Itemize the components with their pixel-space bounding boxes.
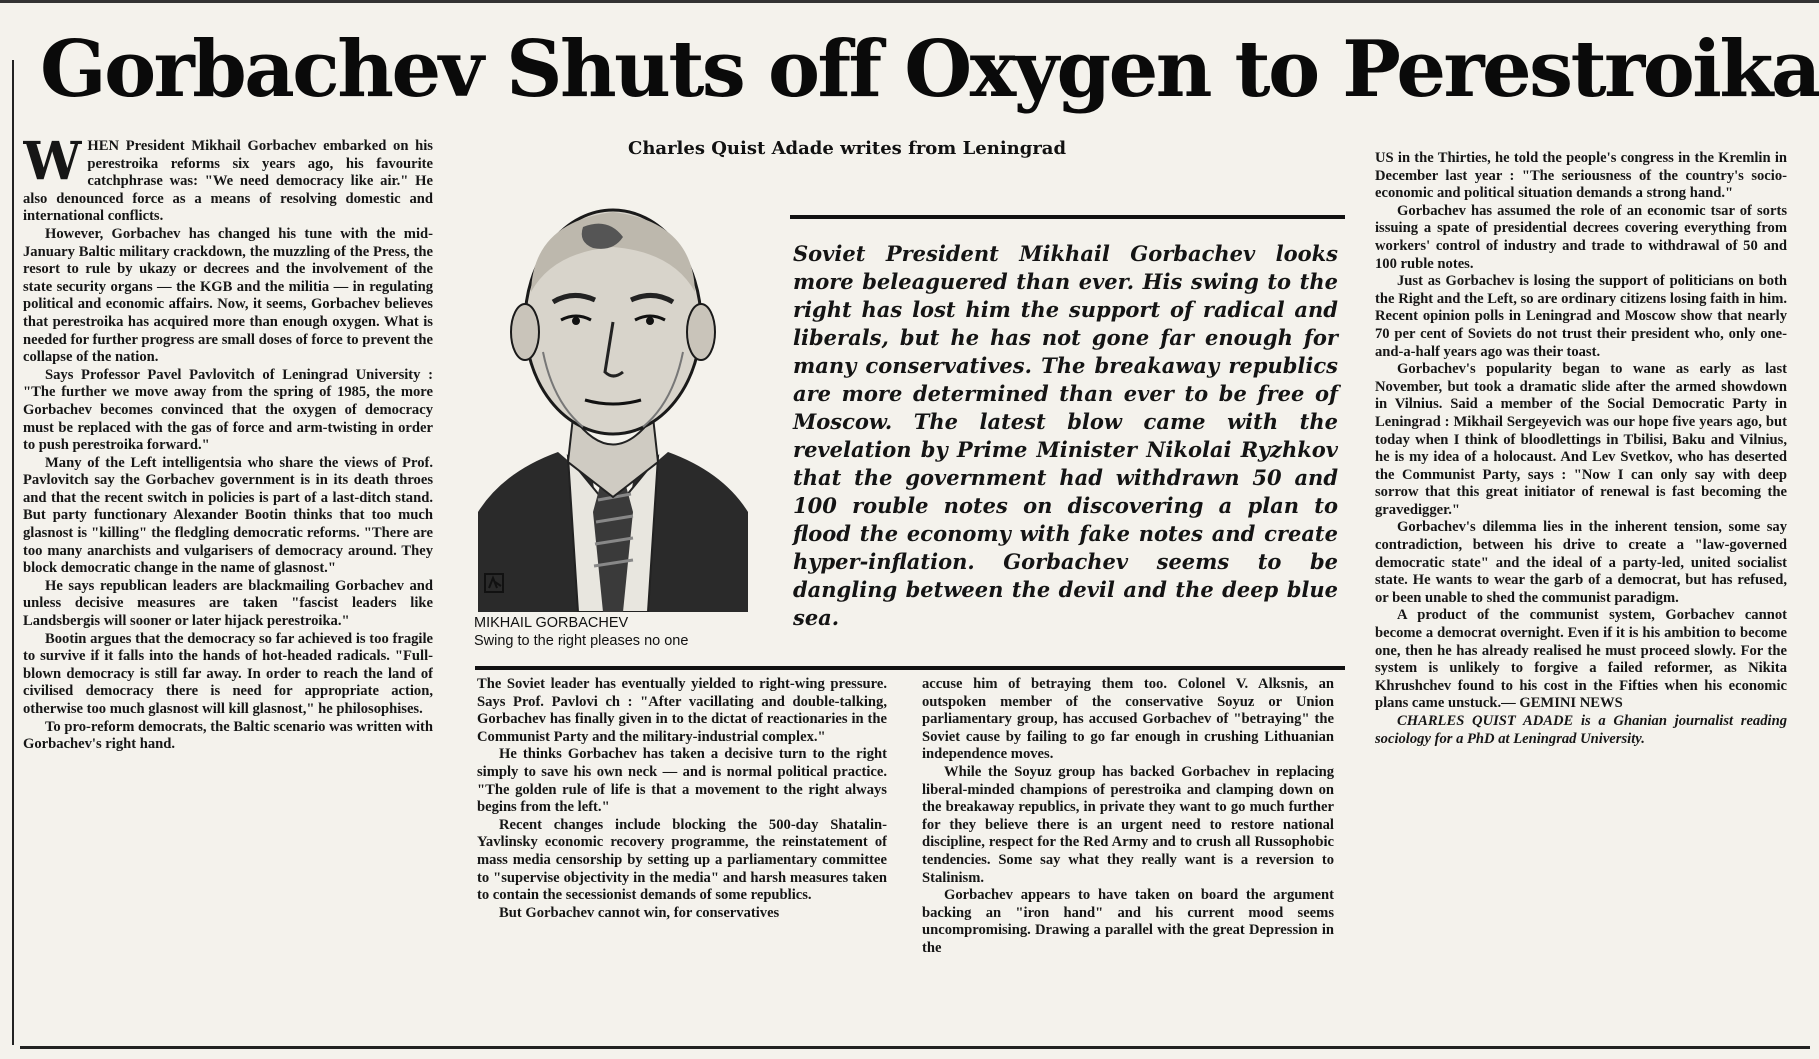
paragraph: Bootin argues that the democracy so far achieved is too fragile to survive if it falls into the hands of hot-headed radicals. "Full-blown democracy is still far away. In order to reach the land of civilised democracy there is need for appropriate action, otherwise too much glasnost will kill glasnost," he philosophises. (23, 630, 433, 717)
top-rule (0, 0, 1819, 3)
article-column-4 (1375, 150, 1787, 1045)
article-column-3 (922, 676, 1334, 1046)
headline: Gorbachev Shuts off Oxygen to Perestroika (40, 24, 1819, 115)
paragraph: He says republican leaders are blackmailing Gorbachev and unless decisive measures are taken "fascist leaders like Landsbergis will sooner or later hijack perestroika." (23, 577, 433, 630)
paragraph: The Soviet leader has eventually yielded to right-wing pressure. Says Prof. Pavlovi ch : "After vacillating and double-talking, Gorbachev has finally given in to the dictat of reactionaries in the Communist Party and the military-industrial complex." (477, 676, 887, 745)
paragraph: Gorbachev's popularity began to wane as early as last November, but took a dramatic slide after the armed showdown in Vilnius. Said a member of the Social Democratic Party in Leningrad : Mikhail Sergeyevich was our hope five years ago, but today when I think of bloodlettings in Tbilisi, Baku and Vilnius, he is my idea of a holocaust. And Lev Svetkov, who has deserted the Communist Party, says : "Now I can only say with deep sorrow that this great initiator of renewal is fast becoming the gravedigger." (1375, 361, 1787, 518)
article-column-2 (477, 676, 887, 1046)
photo-caption-name: MIKHAIL GORBACHEV (474, 615, 629, 631)
drop-cap: W (23, 138, 82, 192)
standfirst-top-rule (790, 215, 1345, 219)
paragraph: He thinks Gorbachev has taken a decisive turn to the right simply to save his own neck — and is normal political practice. "The golden rule of life is that a movement to the right always begins from the left." (477, 746, 887, 816)
paragraph: Gorbachev's dilemma lies in the inherent tension, some say contradiction, between his drive to create a "law-governed democratic state" and the ideal of a party-led, united socialist state. He wants to wear the garb of a democrat, but has refused, or been unable to shed the communist paradigm. (1375, 519, 1787, 606)
standfirst (793, 240, 1338, 640)
paragraph: Many of the Left intelligentsia who share the views of Prof. Pavlovitch say the Gorbachev government is in its death throes and that the recent switch in policies is part of a last-ditch stand. But party functionary Alexander Bootin thinks that too much glasnost is "killing" the fledgling democratic reforms. "There are too many anarchists and vulgarisers of democracy around. They block democratic change in the name of glasnost." (23, 454, 433, 577)
paragraph-text: HEN President Mikhail Gorbachev embarked on his perestroika reforms six years ago, his favourite catchphrase was: "We need democracy like air." He also denounced force as a means of resolving domestic and international conflicts. (23, 138, 433, 225)
author-signoff: CHARLES QUIST ADADE is a Ghanian journalist reading sociology for a PhD at Leningrad University. (1375, 713, 1787, 747)
paragraph (23, 138, 433, 226)
paragraph: US in the Thirties, he told the people's congress in the Kremlin in December last year : "The seriousness of the country's socio-economic and political situation demands a strong hand." (1375, 150, 1787, 202)
paragraph: A product of the communist system, Gorbachev cannot become a democrat overnight. Even if it is his ambition to become one, then he has already realised he must proceed slowly. For the system is unlikely to forgive a failed reformer, as Nikita Khrushchev found to his cost in the Fifties when his economic plans came unstuck.— GEMINI NEWS (1375, 607, 1787, 712)
paragraph: Just as Gorbachev is losing the support of politicians on both the Right and the Left, so are ordinary citizens losing faith in him. Recent opinion polls in Leningrad and Moscow show that nearly 70 per cent of Soviets do not trust their president who, only one-and-a-half years ago was their toast. (1375, 273, 1787, 360)
paragraph: Recent changes include blocking the 500-day Shatalin-Yavlinsky economic recovery programme, the reinstatement of mass media censorship by setting up a parliamentary committee to "supervise objectivity in the media" and harsh measures taken to contain the secessionist demands of some republics. (477, 816, 887, 904)
portrait-illustration (473, 182, 753, 612)
bottom-rule (20, 1046, 1810, 1049)
article-column-1 (23, 138, 433, 1043)
standfirst-text: Soviet President Mikhail Gorbachev looks more beleaguered than ever. His swing to the right has lost him the support of radical and liberals, but he has not gone far enough for many conservatives. The breakaway republics are more determined than ever to be free of Moscow. The latest blow came with the revelation by Prime Minister Nikolai Ryzhkov that the government had withdrawn 50 and 100 rouble notes on discovering a plan to flood the economy with fake notes and create hyper-inflation. Gorbachev seems to be dangling between the devil and the deep blue sea. (793, 241, 1338, 630)
left-column-rule (12, 60, 14, 1045)
paragraph: While the Soyuz group has backed Gorbachev in replacing liberal-minded champions of perestroika and clamping down on the breakaway republics, in private they want to go much further for they believe there is an urgent need to restore national discipline, respect for the Red Army and to crush all Russophobic tendencies. Some say what they really want is a reversion to Stalinism. (922, 763, 1334, 886)
paragraph: However, Gorbachev has changed his tune with the mid-January Baltic military crackdown, the muzzling of the Press, the resort to rule by ukazy or decrees and the involvement of the state security organs — the KGB and the militia — in regulating political and economic affairs. Now, it seems, Gorbachev believes that perestroika has acquired more than enough oxygen. What is needed for further progress are small doses of force to prevent the collapse of the nation. (23, 225, 433, 366)
paragraph: Gorbachev has assumed the role of an economic tsar of sorts issuing a spate of presidential decrees covering everything from workers' control of industry and trade to withdrawal of 50 and 100 ruble notes. (1375, 202, 1787, 272)
paragraph: To pro-reform democrats, the Baltic scenario was written with Gorbachev's right hand. (23, 718, 433, 753)
paragraph: accuse him of betraying them too. Colonel V. Alksnis, an outspoken member of the conservative Soyuz or Union parliamentary group, has accused Gorbachev of "betraying" the Soviet cause by failing to go far enough in crushing Lithuanian independence moves. (922, 676, 1334, 763)
photo-caption-text: Swing to the right pleases no one (474, 633, 689, 649)
byline: Charles Quist Adade writes from Leningrad (628, 138, 1067, 159)
paragraph: But Gorbachev cannot win, for conservatives (499, 904, 780, 921)
paragraph: Gorbachev appears to have taken on board the argument backing an "iron hand" and his current mood seems uncompromising. Drawing a parallel with the great Depression in the (922, 887, 1334, 956)
standfirst-bottom-rule (475, 666, 1345, 670)
paragraph: Says Professor Pavel Pavlovitch of Leningrad University : "The further we move away from the spring of 1985, the more Gorbachev becomes convinced that the oxygen of democracy must be replaced with the gas of force and arm-twisting in order to push perestroika forward." (23, 366, 433, 454)
